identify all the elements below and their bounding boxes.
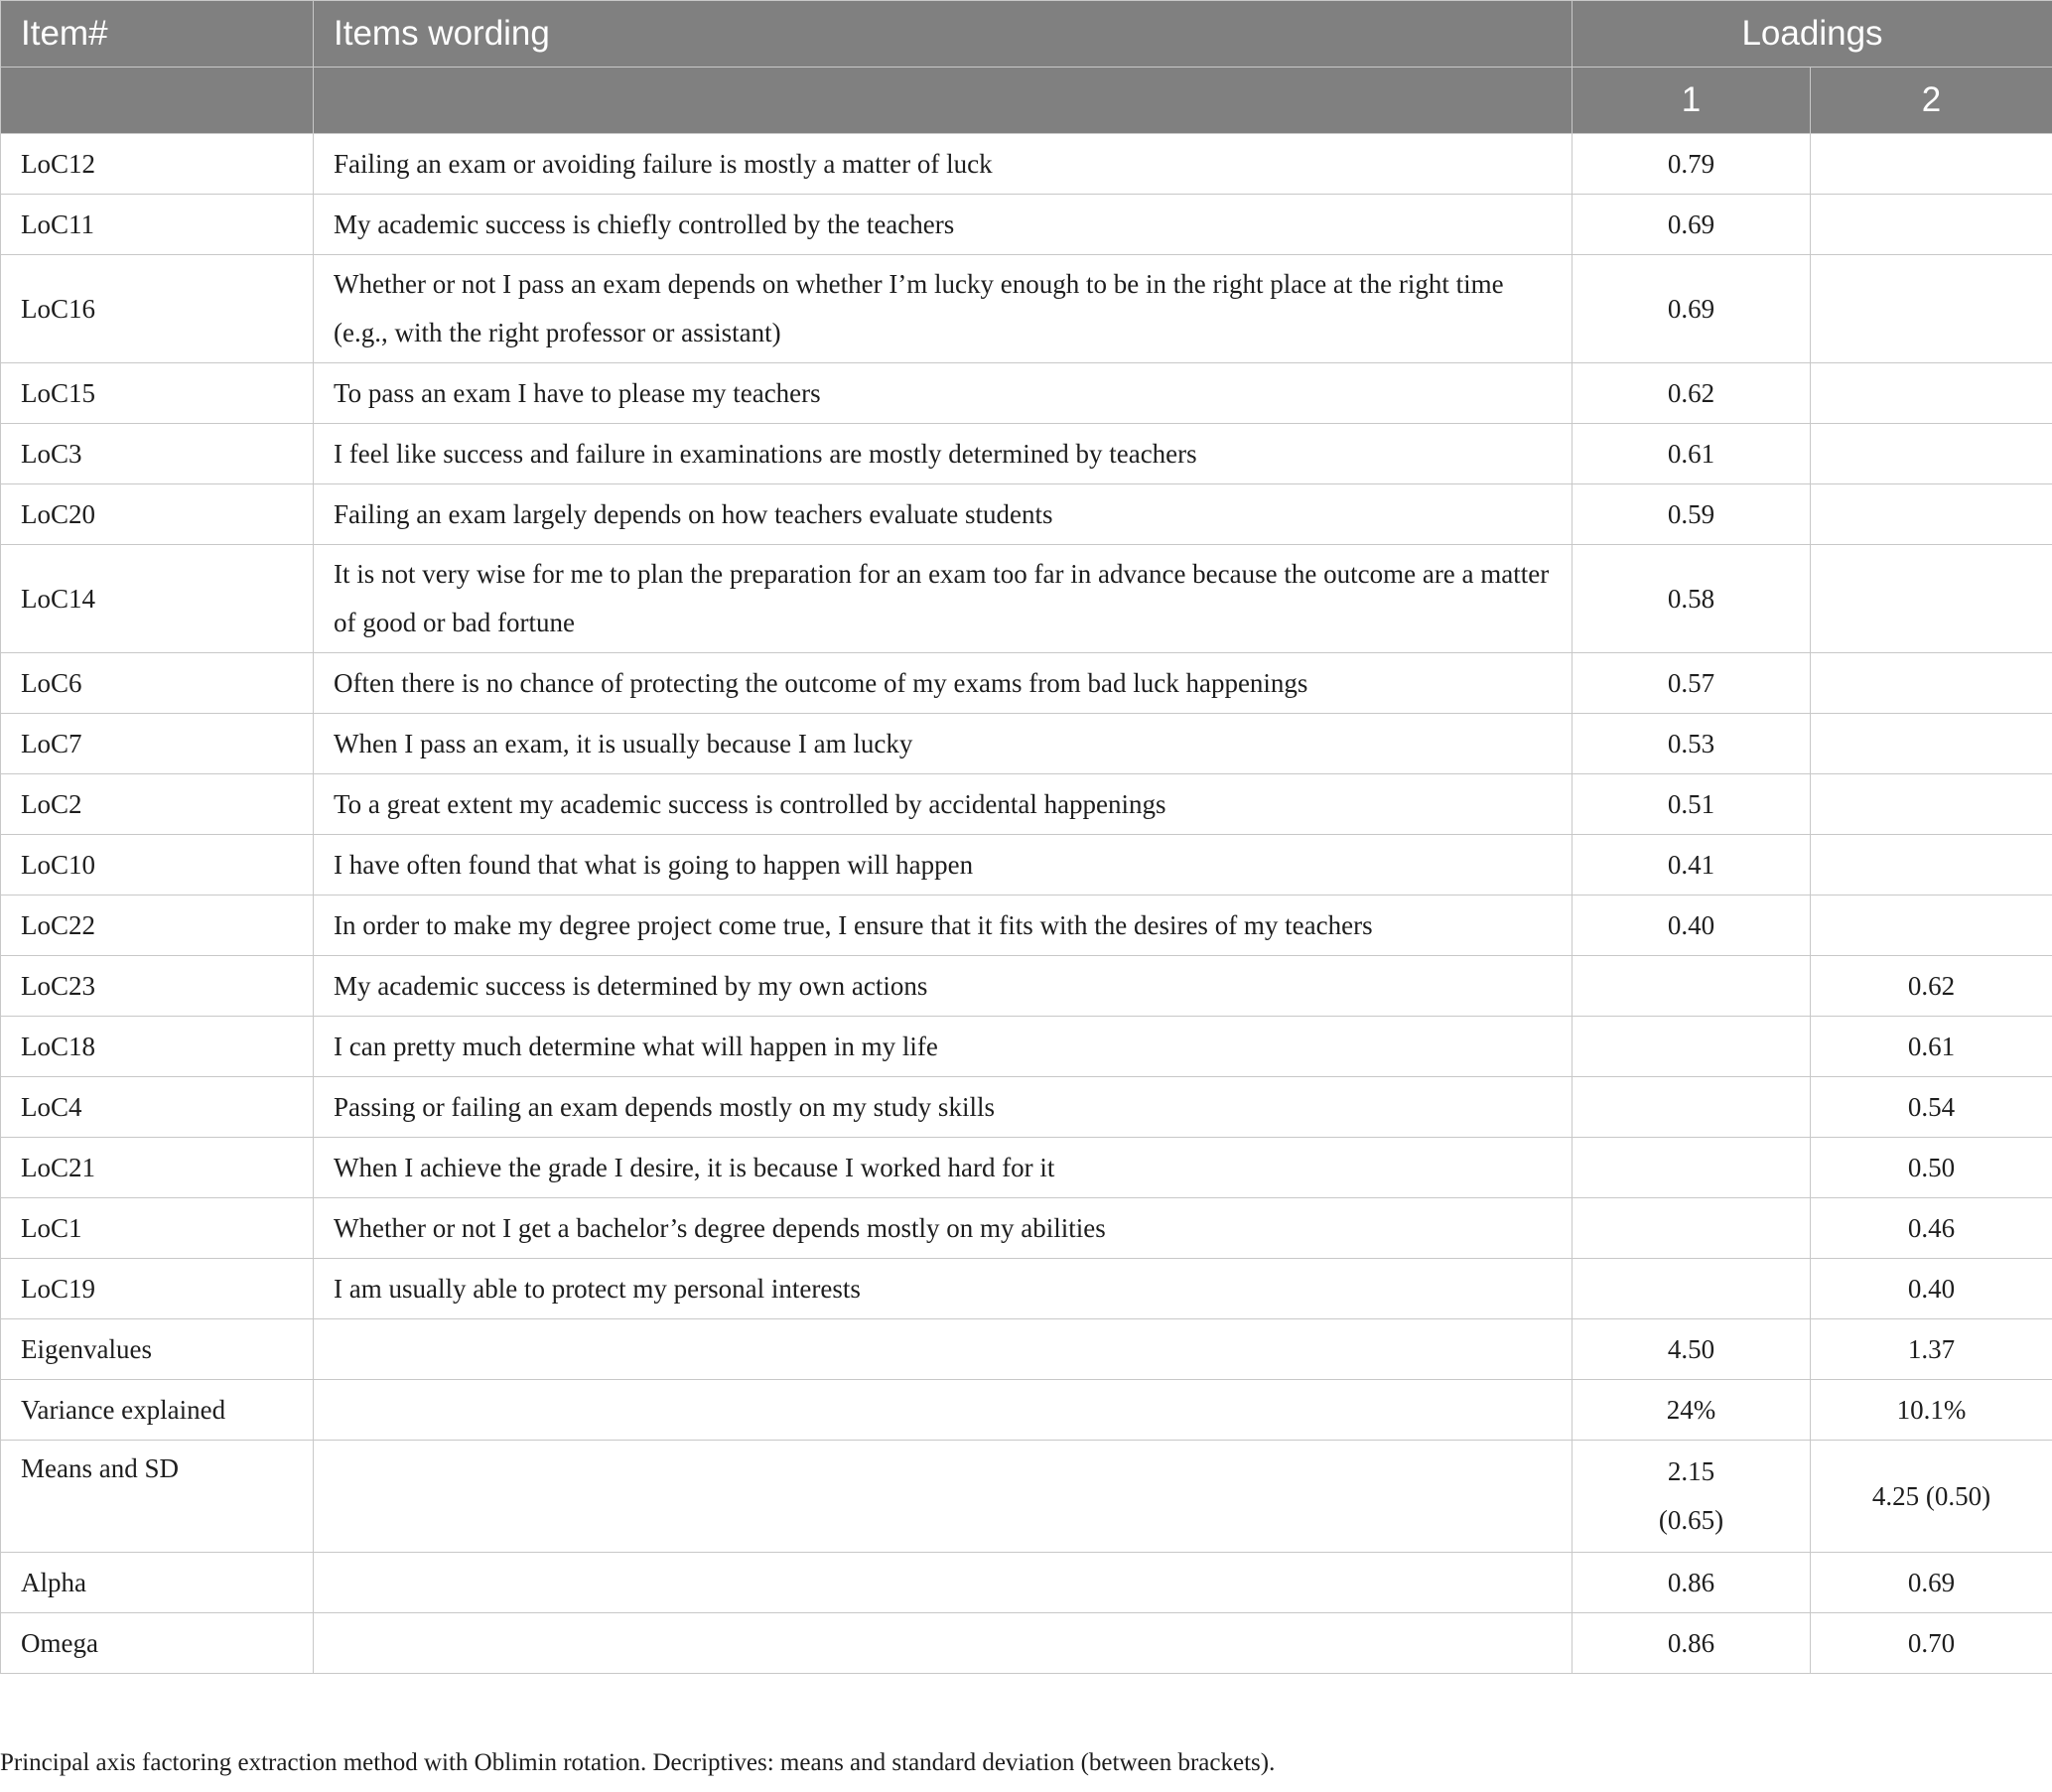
loading-factor-2	[1811, 134, 2052, 195]
table-row	[1, 134, 2052, 195]
item-id: LoC14	[1, 545, 314, 653]
loading-factor-1: 0.69	[1573, 255, 1811, 363]
summary-label: Variance explained	[1, 1380, 314, 1441]
loading-factor-1: 0.61	[1573, 424, 1811, 484]
item-wording: Whether or not I get a bachelor’s degree depends mostly on my abilities	[314, 1198, 1573, 1259]
loading-factor-2	[1811, 653, 2052, 714]
loading-factor-2: 0.61	[1811, 1017, 2052, 1077]
item-id: LoC23	[1, 956, 314, 1017]
loading-factor-1: 0.58	[1573, 545, 1811, 653]
table-row	[1, 545, 2052, 653]
summary-factor-2: 0.70	[1811, 1613, 2052, 1674]
item-id: LoC22	[1, 896, 314, 956]
loading-factor-1	[1573, 1138, 1811, 1198]
summary-row-alpha	[1, 1553, 2052, 1613]
item-id: LoC12	[1, 134, 314, 195]
summary-factor-2: 1.37	[1811, 1319, 2052, 1380]
loading-factor-2: 0.54	[1811, 1077, 2052, 1138]
loading-factor-2	[1811, 255, 2052, 363]
loading-factor-2: 0.50	[1811, 1138, 2052, 1198]
table-row	[1, 1077, 2052, 1138]
item-wording: Often there is no chance of protecting the outcome of my exams from bad luck happenings	[314, 653, 1573, 714]
header-item: Item#	[1, 1, 314, 68]
table-row	[1, 896, 2052, 956]
table-row	[1, 195, 2052, 255]
table-row	[1, 363, 2052, 424]
item-id: LoC3	[1, 424, 314, 484]
summary-factor-1: 4.50	[1573, 1319, 1811, 1380]
item-wording: I have often found that what is going to happen will happen	[314, 835, 1573, 896]
summary-wording-blank	[314, 1553, 1573, 1613]
table-row	[1, 774, 2052, 835]
item-wording: Whether or not I pass an exam depends on whether I’m lucky enough to be in the right place at the right time (e.g., with the right professor or assistant)	[314, 255, 1573, 363]
summary-row-omega	[1, 1613, 2052, 1674]
item-wording: To pass an exam I have to please my teachers	[314, 363, 1573, 424]
header-loadings: Loadings	[1573, 1, 2052, 68]
header-factor-1: 1	[1573, 68, 1811, 134]
loading-factor-1	[1573, 1198, 1811, 1259]
header-row-2	[1, 68, 2052, 134]
summary-factor-1: 0.86	[1573, 1613, 1811, 1674]
table-row	[1, 956, 2052, 1017]
loading-factor-1	[1573, 1077, 1811, 1138]
item-id: LoC10	[1, 835, 314, 896]
item-id: LoC7	[1, 714, 314, 774]
summary-row-variance	[1, 1380, 2052, 1441]
item-id: LoC16	[1, 255, 314, 363]
loading-factor-1	[1573, 956, 1811, 1017]
loading-factor-2: 0.46	[1811, 1198, 2052, 1259]
item-wording: My academic success is determined by my own actions	[314, 956, 1573, 1017]
loading-factor-2: 0.62	[1811, 956, 2052, 1017]
summary-row-eigenvalues	[1, 1319, 2052, 1380]
summary-wording-blank	[314, 1319, 1573, 1380]
item-id: LoC6	[1, 653, 314, 714]
item-id: LoC15	[1, 363, 314, 424]
item-id: LoC2	[1, 774, 314, 835]
item-wording: Failing an exam or avoiding failure is mostly a matter of luck	[314, 134, 1573, 195]
table-row	[1, 255, 2052, 363]
table-row	[1, 714, 2052, 774]
item-wording: I feel like success and failure in examinations are mostly determined by teachers	[314, 424, 1573, 484]
loading-factor-1: 0.59	[1573, 484, 1811, 545]
summary-wording-blank	[314, 1613, 1573, 1674]
summary-factor-2: 4.25 (0.50)	[1811, 1441, 2052, 1553]
table-row	[1, 1138, 2052, 1198]
table-row	[1, 424, 2052, 484]
item-wording: To a great extent my academic success is controlled by accidental happenings	[314, 774, 1573, 835]
header-item-blank	[1, 68, 314, 134]
loading-factor-2	[1811, 484, 2052, 545]
item-id: LoC11	[1, 195, 314, 255]
table-row	[1, 484, 2052, 545]
loading-factor-1: 0.41	[1573, 835, 1811, 896]
summary-label: Omega	[1, 1613, 314, 1674]
item-id: LoC20	[1, 484, 314, 545]
loading-factor-1: 0.40	[1573, 896, 1811, 956]
item-wording: I can pretty much determine what will happen in my life	[314, 1017, 1573, 1077]
summary-factor-1: 0.86	[1573, 1553, 1811, 1613]
loading-factor-1: 0.53	[1573, 714, 1811, 774]
loading-factor-2	[1811, 835, 2052, 896]
loading-factor-2	[1811, 424, 2052, 484]
summary-factor-2: 10.1%	[1811, 1380, 2052, 1441]
item-id: LoC19	[1, 1259, 314, 1319]
loading-factor-2	[1811, 363, 2052, 424]
loading-factor-1: 0.79	[1573, 134, 1811, 195]
loading-factor-2	[1811, 545, 2052, 653]
item-id: LoC18	[1, 1017, 314, 1077]
item-id: LoC4	[1, 1077, 314, 1138]
header-row-1	[1, 1, 2052, 68]
item-wording: When I achieve the grade I desire, it is because I worked hard for it	[314, 1138, 1573, 1198]
item-id: LoC21	[1, 1138, 314, 1198]
table-row	[1, 653, 2052, 714]
table-header	[1, 1, 2052, 134]
summary-row-means-sd	[1, 1441, 2052, 1553]
loading-factor-2	[1811, 774, 2052, 835]
loading-factor-2	[1811, 195, 2052, 255]
loading-factor-1	[1573, 1259, 1811, 1319]
header-factor-2: 2	[1811, 68, 2052, 134]
summary-factor-2: 0.69	[1811, 1553, 2052, 1613]
summary-label: Eigenvalues	[1, 1319, 314, 1380]
header-wording-blank	[314, 68, 1573, 134]
table-row	[1, 1017, 2052, 1077]
item-wording: In order to make my degree project come true, I ensure that it fits with the desires of my teachers	[314, 896, 1573, 956]
loading-factor-1: 0.51	[1573, 774, 1811, 835]
item-wording: I am usually able to protect my personal interests	[314, 1259, 1573, 1319]
loading-factor-2	[1811, 896, 2052, 956]
table-footnote: Principal axis factoring extraction method with Oblimin rotation. Decriptives: means and standard deviation (between brackets).	[0, 1749, 1276, 1776]
summary-wording-blank	[314, 1441, 1573, 1553]
loading-factor-1: 0.57	[1573, 653, 1811, 714]
loading-factor-1: 0.62	[1573, 363, 1811, 424]
header-items-wording: Items wording	[314, 1, 1573, 68]
table-row	[1, 835, 2052, 896]
loading-factor-2: 0.40	[1811, 1259, 2052, 1319]
item-wording: Failing an exam largely depends on how teachers evaluate students	[314, 484, 1573, 545]
item-wording: When I pass an exam, it is usually because I am lucky	[314, 714, 1573, 774]
loading-factor-1: 0.69	[1573, 195, 1811, 255]
table-row	[1, 1259, 2052, 1319]
summary-label: Means and SD	[1, 1441, 314, 1553]
table-body	[1, 134, 2052, 1674]
summary-factor-1: 2.15 (0.65)	[1573, 1441, 1811, 1553]
summary-label: Alpha	[1, 1553, 314, 1613]
item-wording: It is not very wise for me to plan the preparation for an exam too far in advance because the outcome are a matter of good or bad fortune	[314, 545, 1573, 653]
item-wording: My academic success is chiefly controlled by the teachers	[314, 195, 1573, 255]
loading-factor-1	[1573, 1017, 1811, 1077]
item-id: LoC1	[1, 1198, 314, 1259]
loading-factor-2	[1811, 714, 2052, 774]
item-wording: Passing or failing an exam depends mostly on my study skills	[314, 1077, 1573, 1138]
summary-factor-1: 24%	[1573, 1380, 1811, 1441]
table-row	[1, 1198, 2052, 1259]
summary-wording-blank	[314, 1380, 1573, 1441]
